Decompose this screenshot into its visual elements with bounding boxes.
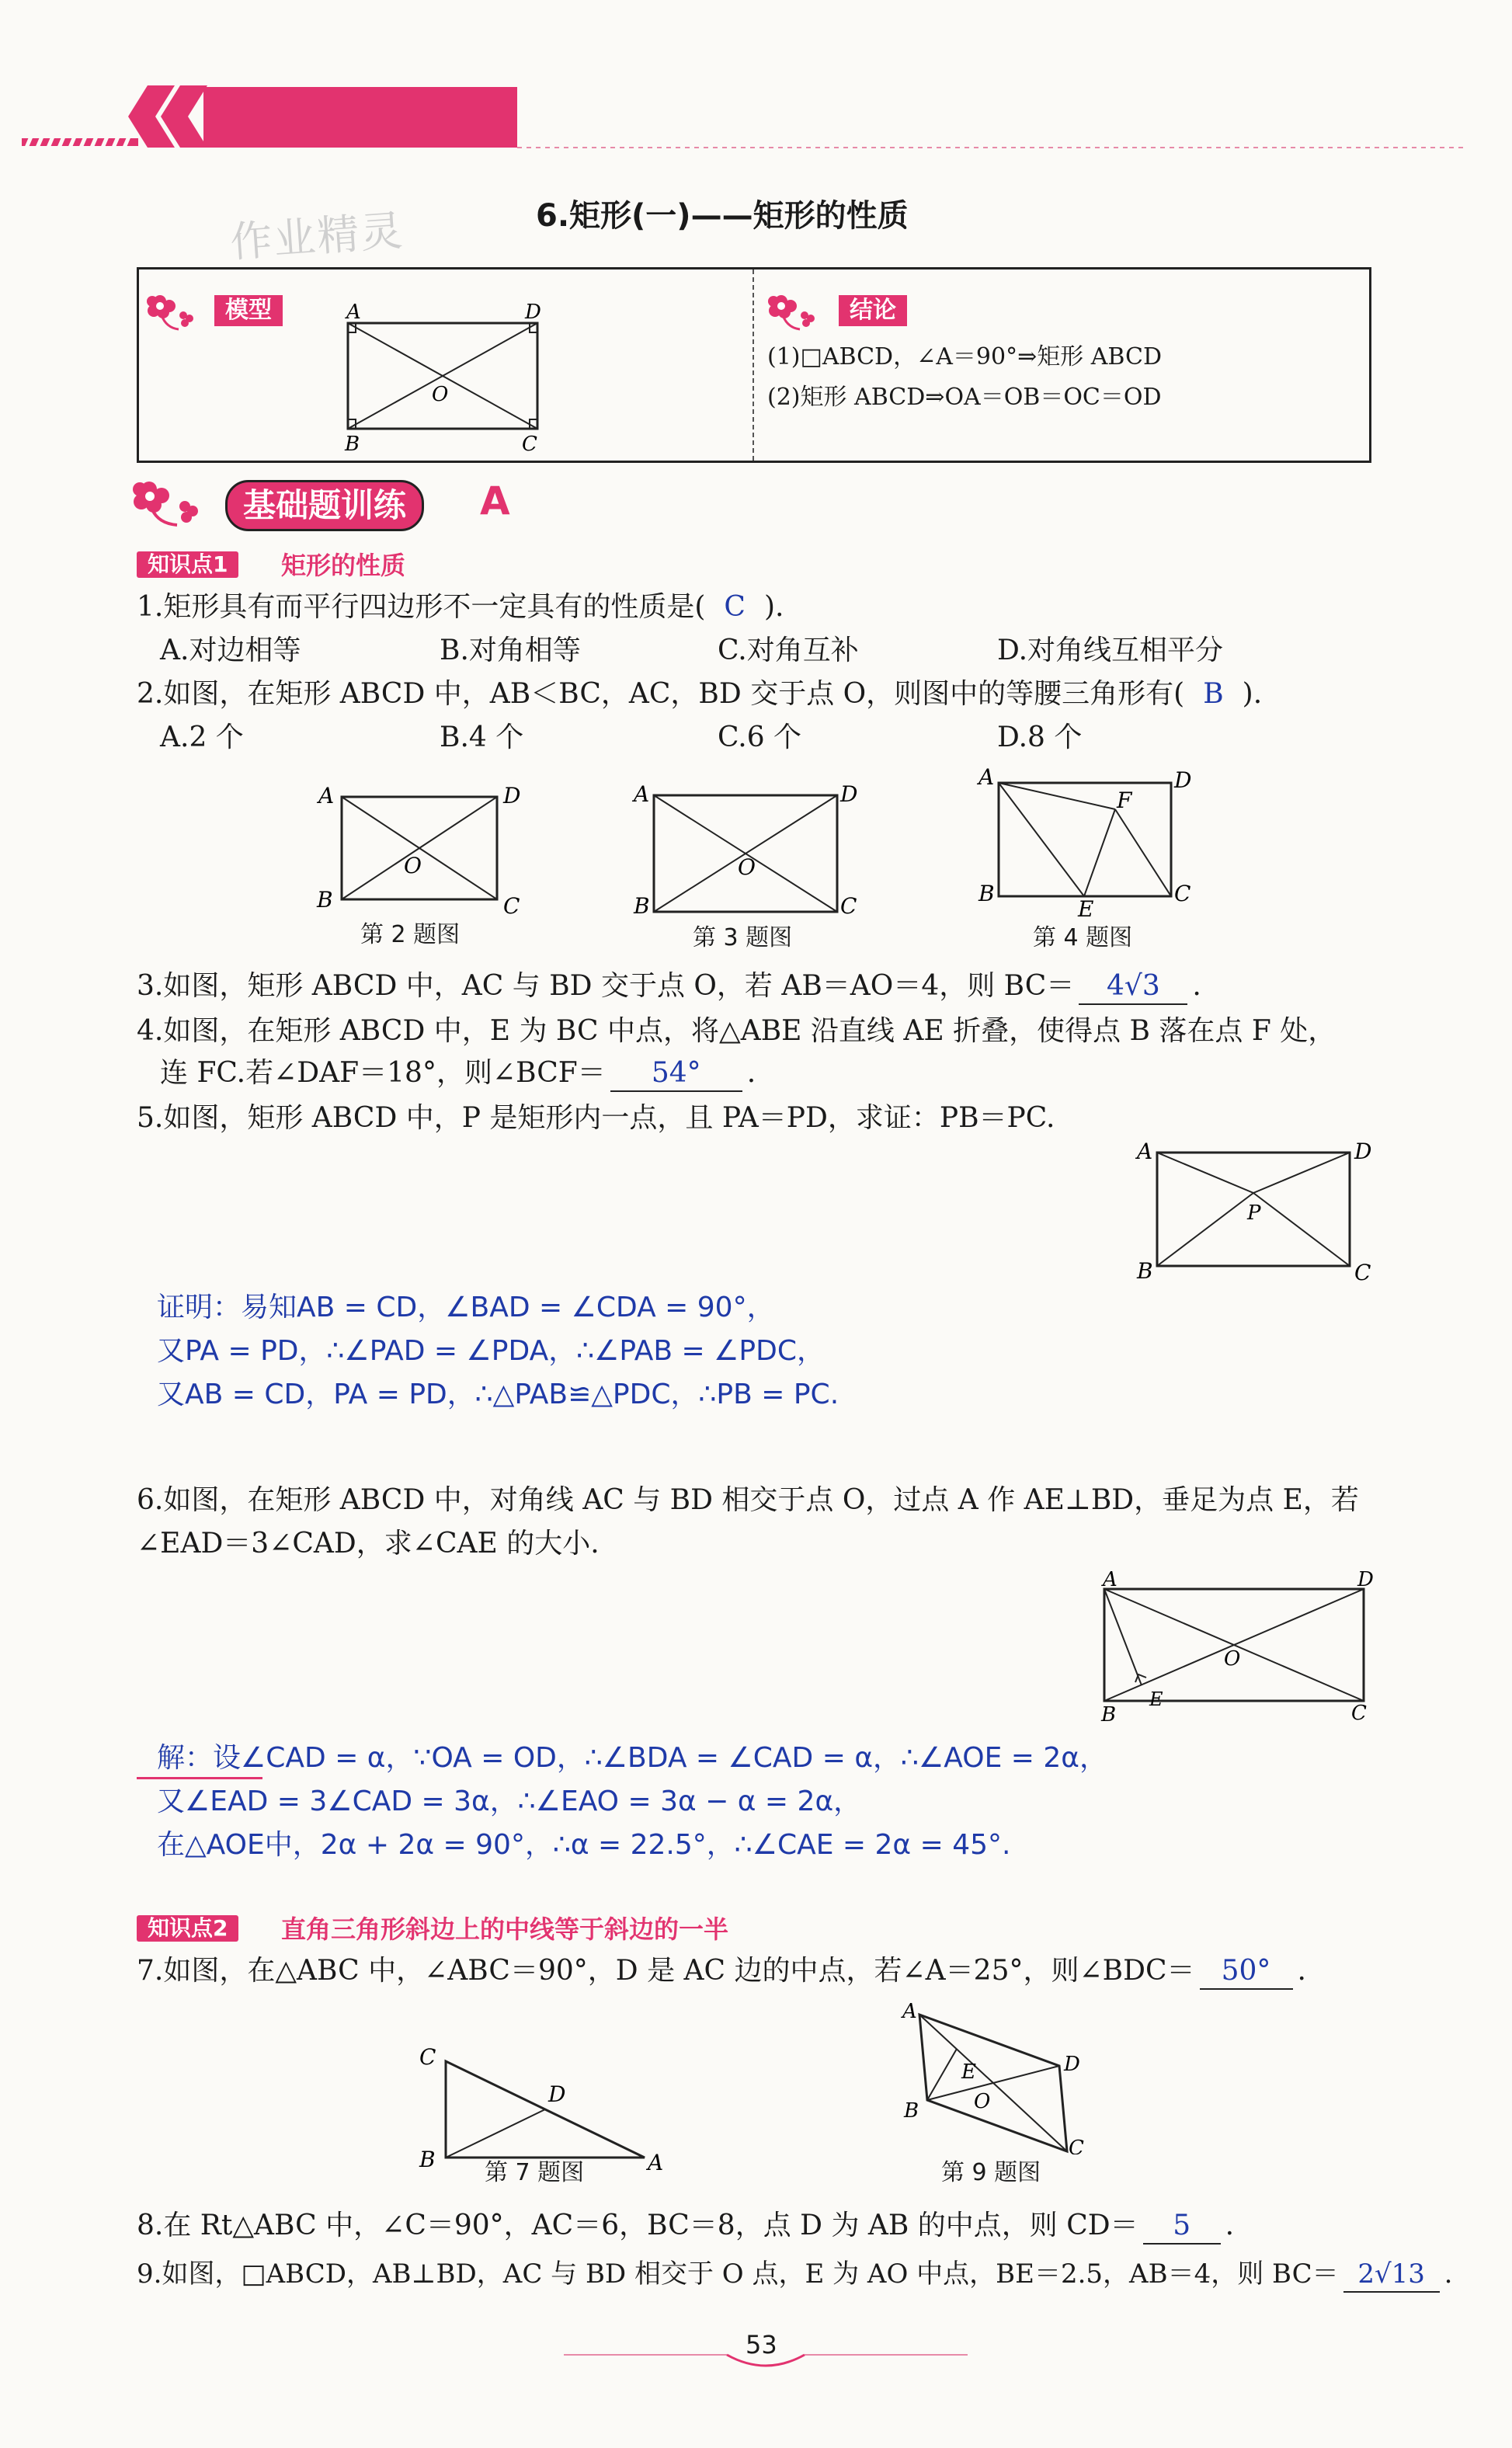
label-e: E [1149,1688,1163,1710]
figure-question-6 [1087,1569,1382,1724]
label-o: O [1224,1647,1241,1671]
caption-figure-9: 第 9 题图 [941,2159,1041,2186]
question-1-choice-a: A.对边相等 [160,635,301,666]
label-e: E [1078,896,1094,920]
question-1-choice-d: D.对角线互相平分 [997,635,1224,666]
label-c: C [1069,2137,1084,2154]
question-2-end: ). [1242,678,1263,710]
question-5: 5.如图，矩形 ABCD 中，P 是矩形内一点，且 PA＝PD，求证：PB＝PC. [137,1102,1055,1134]
question-1-choice-b: B.对角相等 [440,635,581,666]
question-7-end: . [1297,1955,1306,1987]
model-rectangle-figure [339,295,556,458]
question-1-end: ). [763,591,784,623]
page-number: 53 [746,2330,777,2359]
question-8-stem: 8.在 Rt△ABC 中，∠C＝90°，AC＝6，BC＝8，点 D 为 AB 的中点，则 CD＝ [137,2210,1138,2241]
label-b: B [345,433,360,456]
label-d: D [1174,767,1192,793]
summary-box [137,267,1371,463]
label-c: C [840,893,857,916]
label-a: A [648,2150,664,2175]
question-6-solution-line-1: 解：设∠CAD = α，∵OA = OD，∴∠BDA = ∠CAD = α，∴∠AOE = 2α， [157,1742,1107,1774]
label-a: A [346,301,361,324]
question-6-line-1: 6.如图，在矩形 ABCD 中，对角线 AC 与 BD 相交于点 O，过点 A 作 AE⊥BD，垂足为点 E，若 [137,1484,1359,1516]
knowledge-point-2-title: 直角三角形斜边上的中线等于斜边的一半 [281,1914,729,1944]
figure-question-7 [412,2035,668,2175]
knowledge-point-1-tag: 知识点1 [137,551,238,578]
training-level: A [480,478,510,523]
question-1 [137,590,784,624]
label-b: B [419,2147,436,2172]
caption-figure-4: 第 4 题图 [1033,924,1133,951]
question-7-stem: 7.如图，在△ABC 中，∠ABC＝90°，D 是 AC 边的中点，若∠A＝25°，则∠BDC＝ [137,1955,1195,1987]
question-5-proof-line-2: 又PA = PD，∴∠PAD = ∠PDA，∴∠PAB = ∠PDC， [157,1335,825,1367]
label-f: F [1117,788,1132,813]
label-c: C [522,433,537,456]
label-o: O [404,853,422,878]
question-2-choice-d: D.8 个 [997,722,1083,753]
header-bar [0,0,1512,155]
question-2-choice-c: C.6 个 [718,722,802,753]
label-a: A [1137,1139,1153,1164]
question-2-answer: B [1203,678,1224,710]
question-8 [137,2209,1234,2245]
label-p: P [1247,1201,1261,1225]
label-b: B [978,881,995,906]
solution-underline-mark [137,1777,262,1779]
label-b: B [1101,1703,1117,1724]
watermark: 作业精灵 [228,206,406,267]
question-2-stem: 2.如图，在矩形 ABCD 中，AB＜BC，AC，BD 交于点 O，则图中的等腰三角形有( [137,678,1185,710]
header-decoration [0,0,1512,155]
question-4-line-1: 4.如图，在矩形 ABCD 中，E 为 BC 中点，将△ABE 沿直线 AE 折叠，使得点 B 落在点 F 处， [137,1015,1336,1047]
question-3-stem: 3.如图，矩形 ABCD 中，AC 与 BD 交于点 O，若 AB＝AO＝4，则 BC＝ [137,970,1075,1002]
label-c: C [1174,881,1191,906]
caption-figure-2: 第 2 题图 [360,921,461,948]
section-title: 6.矩形(一)——矩形的性质 [536,198,909,234]
model-label: 模型 [214,295,283,326]
flower-icon [144,289,214,332]
question-9-stem: 9.如图，□ABCD，AB⊥BD，AC 与 BD 相交于 O 点，E 为 AO 中点，BE＝2.5，AB＝4，则 BC＝ [137,2258,1339,2290]
question-5-proof-line-1: 证明：易知AB = CD，∠BAD = ∠CDA = 90°， [157,1292,775,1323]
question-2-choice-a: A.2 个 [160,722,244,753]
label-b: B [904,2099,919,2123]
question-4-stem: 连 FC.若∠DAF＝18°，则∠BCF＝ [160,1057,606,1089]
question-4-line-2 [160,1056,756,1092]
label-d: D [548,2081,566,2107]
question-8-answer: 5 [1143,2209,1221,2245]
question-1-choice-c: C.对角互补 [718,635,859,666]
label-c: C [1351,1702,1367,1724]
label-b: B [634,893,650,916]
figure-question-5 [1134,1139,1382,1291]
caption-figure-3: 第 3 题图 [693,924,793,951]
question-9-end: . [1444,2258,1453,2290]
conclusion-1: (1)□ABCD，∠A＝90°⇒矩形 ABCD [767,343,1163,370]
knowledge-point-2-tag: 知识点2 [137,1915,238,1942]
conclusion-label: 结论 [839,295,907,326]
question-4-answer: 54° [610,1056,742,1092]
label-c: C [1354,1260,1371,1285]
conclusion-2: (2)矩形 ABCD⇒OA＝OB＝OC＝OD [767,384,1162,411]
label-a: A [902,2000,917,2023]
question-7-answer: 50° [1200,1954,1293,1990]
figure-question-4 [975,764,1208,920]
label-a: A [1103,1569,1117,1591]
question-4-end: . [746,1057,756,1089]
question-6-line-2: ∠EAD＝3∠CAD，求∠CAE 的大小. [137,1528,600,1560]
question-7 [137,1954,1306,1990]
label-e: E [961,2060,976,2084]
label-a: A [318,783,335,808]
question-3-end: . [1192,970,1201,1002]
figure-question-2 [311,777,528,916]
label-o: O [738,854,756,880]
figure-question-9 [896,1999,1098,2154]
label-o: O [432,383,449,406]
training-title-text: 基础题训练 [243,486,407,524]
question-9-answer: 2√13 [1343,2257,1440,2293]
question-3-answer: 4√3 [1079,969,1187,1005]
question-5-proof-line-3: 又AB = CD，PA = PD，∴△PAB≌△PDC，∴PB = PC. [157,1379,839,1410]
question-2 [137,677,1262,711]
question-9 [137,2257,1452,2293]
label-d: D [1357,1569,1374,1591]
question-1-answer: C [724,591,746,623]
label-b: B [317,887,333,913]
label-b: B [1137,1258,1153,1284]
question-8-end: . [1225,2210,1235,2241]
flower-icon [130,474,224,528]
question-6-solution-line-3: 在△AOE中，2α + 2α = 90°，∴α = 22.5°，∴∠CAE = 2α = 45°. [157,1829,1011,1861]
question-3 [137,969,1201,1005]
figure-question-3 [626,777,859,916]
label-d: D [503,783,521,808]
label-a: A [634,781,650,807]
knowledge-point-1-title: 矩形的性质 [281,551,406,580]
caption-figure-7: 第 7 题图 [485,2159,585,2186]
label-d: D [1064,2053,1080,2076]
label-a: A [978,764,995,790]
training-title [225,480,424,531]
label-d: D [525,301,541,324]
question-1-stem: 1.矩形具有而平行四边形不一定具有的性质是( [137,591,706,623]
label-c: C [419,2044,436,2070]
question-2-choice-b: B.4 个 [440,722,524,753]
label-d: D [840,781,858,807]
label-o: O [974,2090,991,2113]
label-d: D [1354,1139,1372,1164]
flower-icon [766,289,836,332]
question-6-solution-line-2: 又∠EAD = 3∠CAD = 3α，∴∠EAO = 3α − α = 2α， [157,1786,862,1817]
summary-divider [753,269,754,461]
label-c: C [503,893,520,916]
